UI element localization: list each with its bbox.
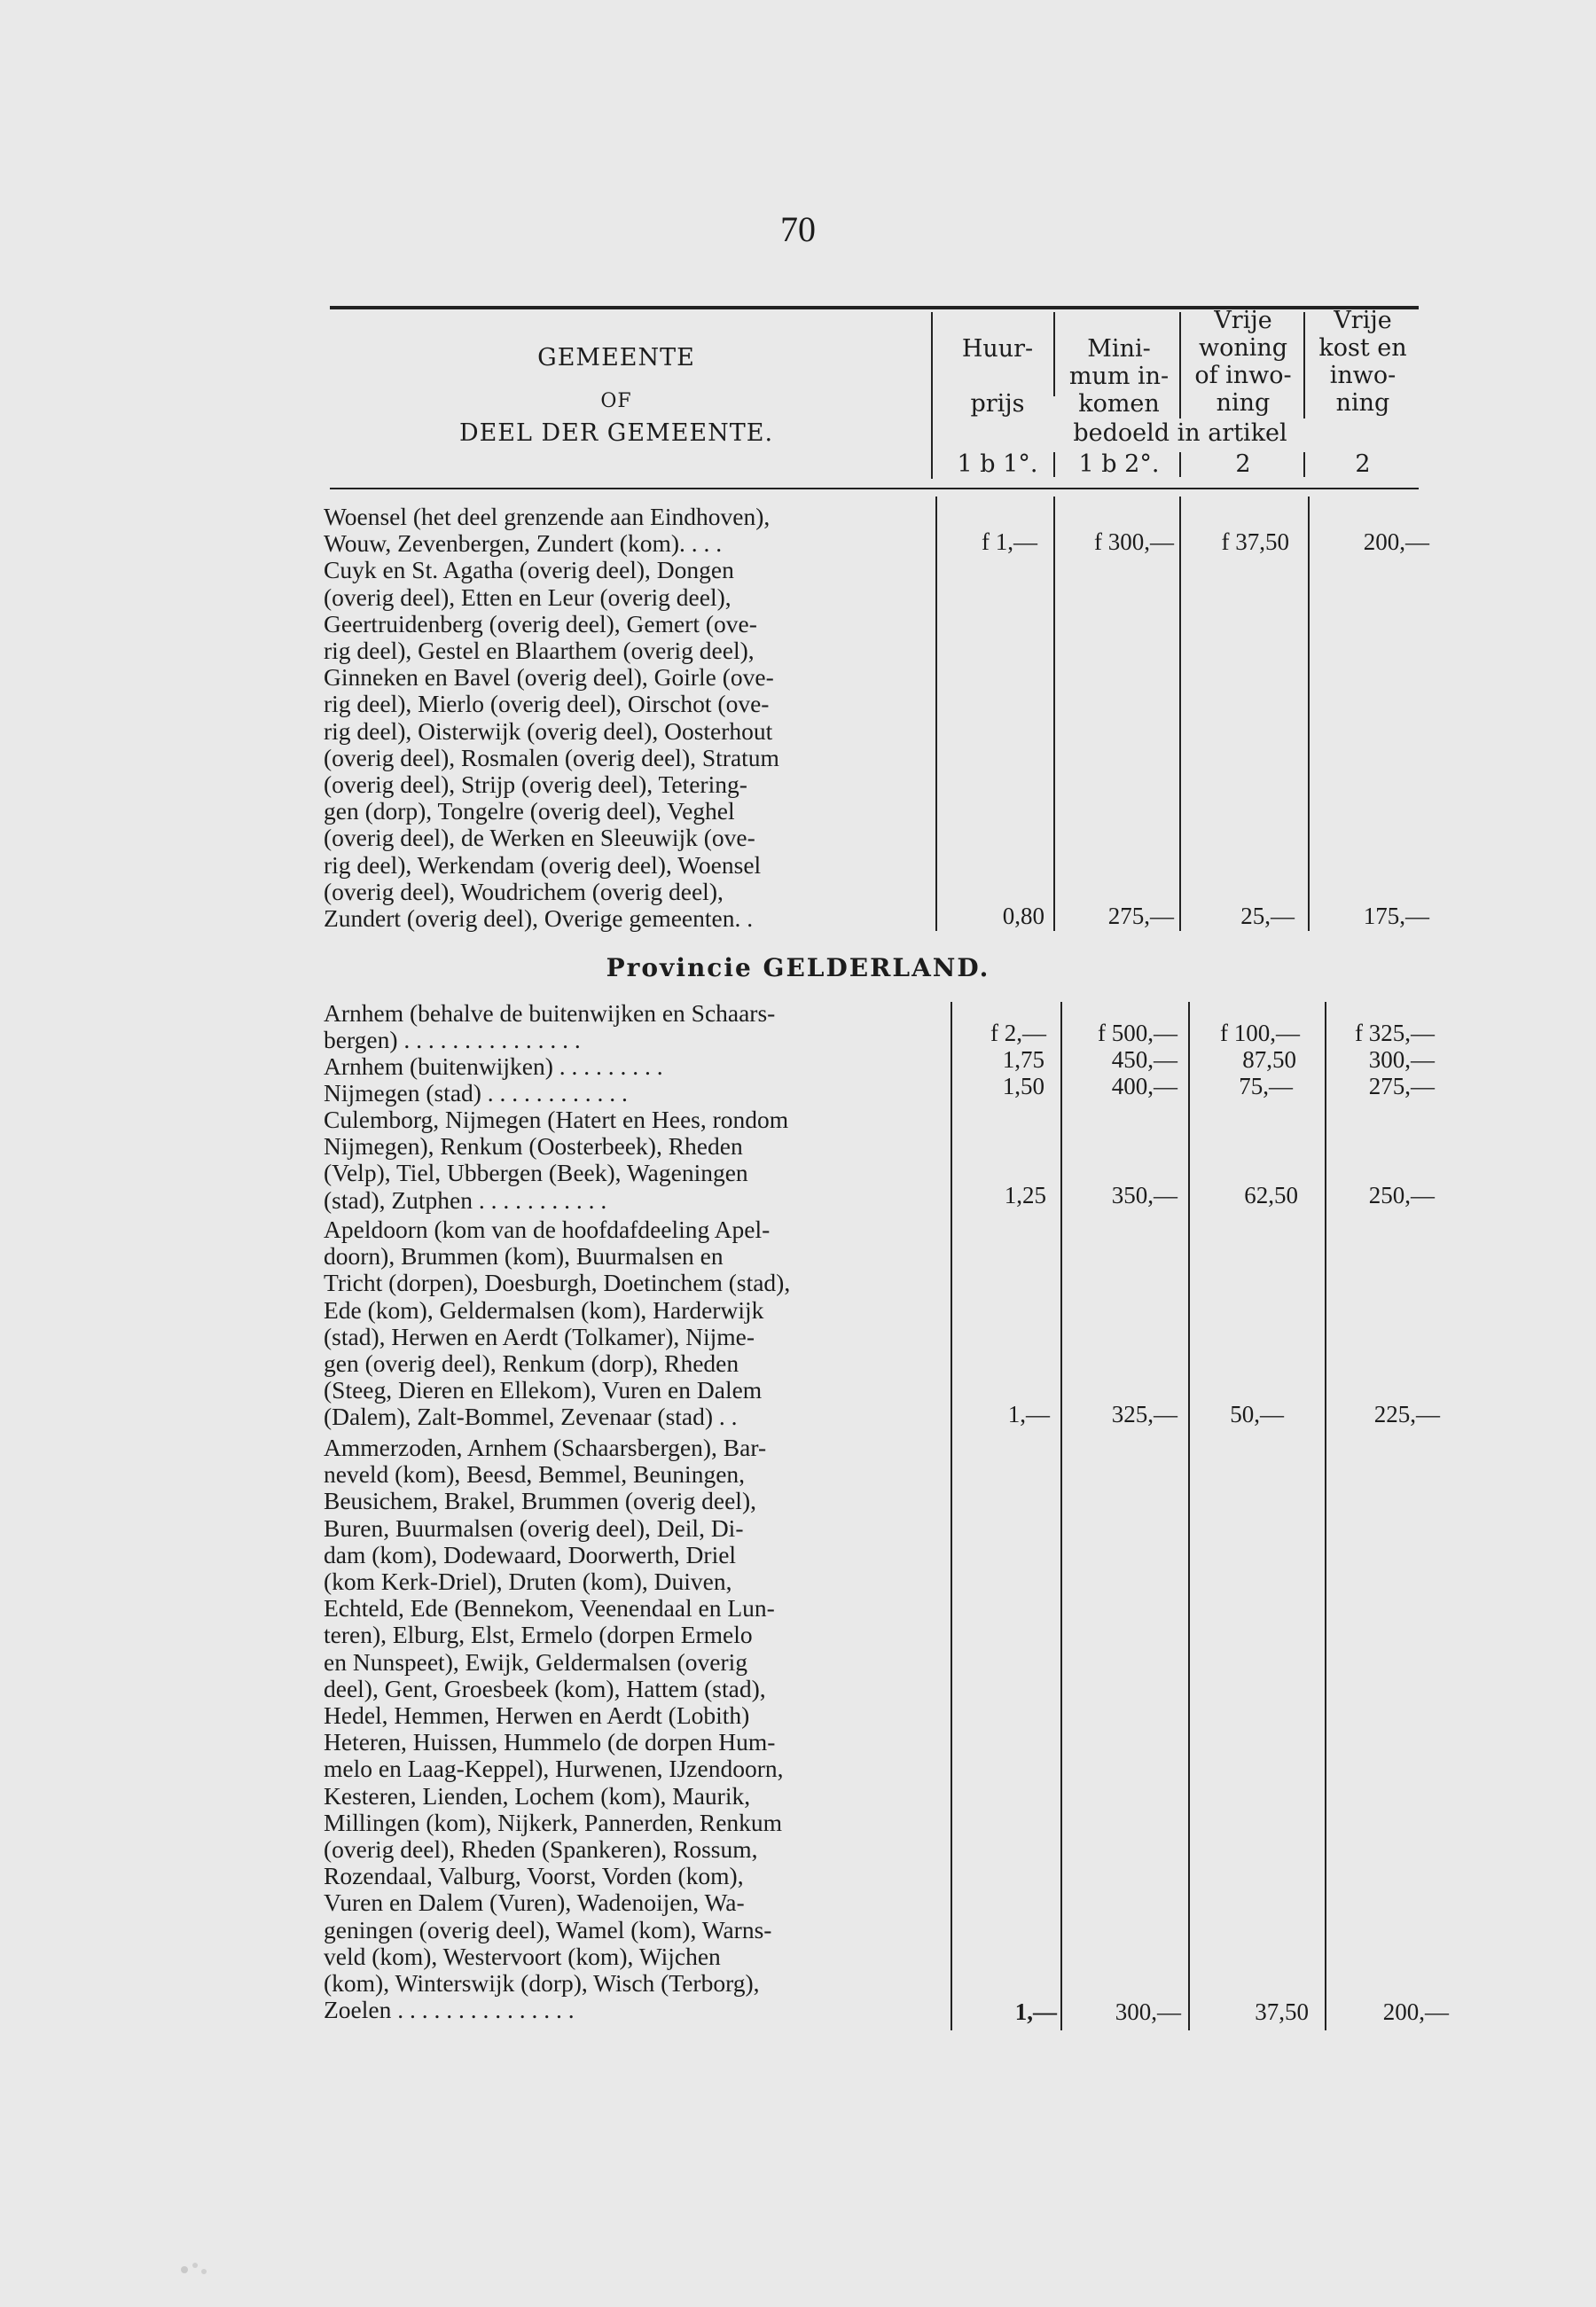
arnhem-minimum: f 500,— bbox=[1098, 1020, 1177, 1046]
culemborg-line: (Velp), Tiel, Ubbergen (Beek), Wageningen bbox=[324, 1160, 748, 1187]
block1-line: rig deel), Mierlo (overig deel), Oirschot (ove- bbox=[324, 691, 770, 718]
ammerzoden-woning: 37,50 bbox=[1255, 1998, 1309, 2025]
ammerzoden-minimum: 300,— bbox=[1115, 1998, 1181, 2025]
apeldoorn-line: (Dalem), Zalt-Bommel, Zevenaar (stad) . . bbox=[324, 1404, 738, 1431]
block1-row2-huurprijs: 0,80 bbox=[1002, 903, 1044, 929]
block1-line: (overig deel), Rosmalen (overig deel), Stratum bbox=[324, 744, 779, 771]
block1-line: rig deel), Gestel en Blaarthem (overig deel), bbox=[324, 637, 755, 665]
block1-row1-woning: f 37,50 bbox=[1221, 528, 1289, 555]
apeldoorn-woning: 50,— bbox=[1230, 1401, 1284, 1427]
arnhem-buitenwijken-entry bbox=[324, 1053, 935, 1080]
culemborg-kost: 250,— bbox=[1368, 1182, 1435, 1208]
block1-line: (overig deel), de Werken en Sleeuwijk (ove- bbox=[324, 825, 755, 852]
header-divider-5 bbox=[1053, 452, 1055, 477]
block1-line: Woensel (het deel grenzende aan Eindhoven), bbox=[324, 504, 771, 530]
block1-line: Cuyk en St. Agatha (overig deel), Dongen bbox=[324, 557, 734, 584]
block1-divider-4 bbox=[1308, 497, 1310, 931]
arnhem-buitenwijken-line: Arnhem (buitenwijken) . . . . . . . . . bbox=[324, 1053, 663, 1080]
header-divider-3 bbox=[1179, 312, 1181, 418]
block2-divider-4 bbox=[1325, 1002, 1326, 2030]
arnhem-line: Arnhem (behalve de buitenwijken en Schaars- bbox=[324, 1000, 776, 1027]
block1-divider-2 bbox=[1053, 497, 1055, 931]
header-col1-line2: OF bbox=[600, 390, 632, 412]
header-divider-7 bbox=[1303, 452, 1305, 477]
ammerzoden-line: teren), Elburg, Elst, Ermelo (dorpen Ermelo bbox=[324, 1622, 753, 1649]
nijmegen-minimum: 400,— bbox=[1111, 1073, 1177, 1099]
header-col3-line2: mum in- bbox=[1068, 363, 1170, 390]
block1-row1-huurprijs: f 1,— bbox=[982, 528, 1037, 555]
header-span-label: bedoeld in artikel bbox=[1073, 419, 1287, 447]
nijmegen-huurprijs: 1,50 bbox=[1002, 1073, 1044, 1099]
apeldoorn-kost: 225,— bbox=[1373, 1401, 1440, 1427]
arnhem-kost: f 325,— bbox=[1355, 1020, 1435, 1046]
apeldoorn-line: (stad), Herwen en Aerdt (Tolkamer), Nijme- bbox=[324, 1323, 755, 1350]
header-col5-line4: ning bbox=[1335, 389, 1390, 417]
block1-line: Zundert (overig deel), Overige gemeenten. . bbox=[324, 905, 754, 933]
header-col1-line3: DEEL DER GEMEENTE. bbox=[458, 419, 774, 447]
header-col1-line1: GEMEENTE bbox=[537, 344, 695, 371]
ammerzoden-line: veld (kom), Westervoort (kom), Wijchen bbox=[324, 1943, 721, 1970]
header-col4-line3: of inwo- bbox=[1194, 362, 1292, 389]
header-col2-line2: prijs bbox=[970, 390, 1025, 418]
block1-line: gen (dorp), Tongelre (overig deel), Veghel bbox=[324, 798, 735, 825]
ammerzoden-line: Buren, Buurmalsen (overig deel), Deil, Di- bbox=[324, 1514, 744, 1542]
header-col4-line1: Vrije bbox=[1214, 307, 1272, 334]
block1-line: (overig deel), Etten en Leur (overig deel), bbox=[324, 583, 732, 611]
block1-line: Geertruidenberg (overig deel), Gemert (ove- bbox=[324, 610, 757, 637]
apeldoorn-line: Tricht (dorpen), Doesburgh, Doetinchem (stad), bbox=[324, 1270, 791, 1297]
ammerzoden-huurprijs: 1,— bbox=[1014, 1998, 1057, 2025]
ammerzoden-line: (kom Kerk-Driel), Druten (kom), Duiven, bbox=[324, 1568, 732, 1596]
buiten-huurprijs: 1,75 bbox=[1002, 1046, 1044, 1073]
apeldoorn-line: (Steeg, Dieren en Ellekom), Vuren en Dalem bbox=[324, 1377, 763, 1404]
apeldoorn-line: Apeldoorn (kom van de hoofdafdeeling Apel- bbox=[324, 1216, 771, 1243]
culemborg-huurprijs: 1,25 bbox=[1004, 1182, 1046, 1208]
nijmegen-kost: 275,— bbox=[1368, 1073, 1435, 1099]
block1-row2-woning: 25,— bbox=[1240, 903, 1295, 929]
apeldoorn-line: Ede (kom), Geldermalsen (kom), Harderwijk bbox=[324, 1296, 764, 1324]
arnhem-woning: f 100,— bbox=[1220, 1020, 1300, 1046]
ammerzoden-line: dam (kom), Dodewaard, Doorwerth, Driel bbox=[324, 1541, 737, 1568]
header-divider-2 bbox=[1053, 312, 1055, 396]
culemborg-line: Nijmegen), Renkum (Oosterbeek), Rheden bbox=[324, 1133, 743, 1161]
block2-divider-3 bbox=[1188, 1002, 1190, 2030]
header-ref-col5: 2 bbox=[1355, 450, 1371, 478]
header-ref-col4: 2 bbox=[1235, 450, 1251, 478]
arnhem-entry bbox=[324, 1000, 935, 1053]
header-col4-line2: woning bbox=[1198, 334, 1288, 362]
block1-line: (overig deel), Strijp (overig deel), Tetering- bbox=[324, 771, 747, 799]
header-col5-line2: kost en bbox=[1318, 334, 1407, 362]
ammerzoden-line: Rozendaal, Valburg, Voorst, Vorden (kom), bbox=[324, 1863, 744, 1890]
ammerzoden-line: deel), Gent, Groesbeek (kom), Hattem (stad), bbox=[324, 1675, 766, 1702]
block1-divider-1 bbox=[935, 497, 937, 931]
nijmegen-entry bbox=[324, 1080, 935, 1107]
culemborg-line: Culemborg, Nijmegen (Hatert en Hees, rondom bbox=[324, 1107, 789, 1133]
apeldoorn-line: gen (overig deel), Renkum (dorp), Rheden bbox=[324, 1350, 739, 1378]
ammerzoden-entry bbox=[324, 1435, 935, 2023]
ammerzoden-line: Zoelen . . . . . . . . . . . . . . . bbox=[324, 1997, 575, 2024]
culemborg-minimum: 350,— bbox=[1111, 1182, 1177, 1208]
header-ref-col3: 1 b 2°. bbox=[1078, 450, 1160, 478]
ammerzoden-line: Hedel, Hemmen, Herwen en Aerdt (Lobith) bbox=[324, 1702, 750, 1730]
buiten-kost: 300,— bbox=[1368, 1046, 1435, 1073]
header-bottom-rule bbox=[330, 488, 1419, 489]
buiten-minimum: 450,— bbox=[1111, 1046, 1177, 1073]
ammerzoden-line: Echteld, Ede (Bennekom, Veenendaal en Lun- bbox=[324, 1595, 775, 1623]
header-divider-1 bbox=[931, 312, 933, 479]
apeldoorn-line: doorn), Brummen (kom), Buurmalsen en bbox=[324, 1243, 724, 1271]
ammerzoden-line: Beusichem, Brakel, Brummen (overig deel), bbox=[324, 1488, 756, 1515]
nijmegen-woning: 75,— bbox=[1239, 1073, 1293, 1099]
block1-line: rig deel), Werkendam (overig deel), Woensel bbox=[324, 851, 762, 879]
header-divider-4 bbox=[1303, 312, 1305, 418]
header-col5-line3: inwo- bbox=[1329, 362, 1396, 389]
header-col3-line1: Mini- bbox=[1087, 335, 1151, 363]
block1-row2-kost: 175,— bbox=[1363, 903, 1429, 929]
block2-divider-2 bbox=[1060, 1002, 1062, 2030]
header-divider-6 bbox=[1179, 452, 1181, 477]
apeldoorn-entry bbox=[324, 1216, 935, 1431]
block1-entry bbox=[324, 504, 918, 932]
ammerzoden-line: neveld (kom), Beesd, Bemmel, Beuningen, bbox=[324, 1461, 746, 1489]
block2-divider-1 bbox=[951, 1002, 952, 2030]
block1-line: rig deel), Oisterwijk (overig deel), Oosterhout bbox=[324, 717, 773, 745]
ammerzoden-line: Kesteren, Lienden, Lochem (kom), Maurik, bbox=[324, 1782, 751, 1810]
header-col2-line1: Huur- bbox=[961, 335, 1034, 363]
block1-row1-kost: 200,— bbox=[1363, 528, 1429, 555]
ammerzoden-line: (overig deel), Rheden (Spankeren), Rossum, bbox=[324, 1836, 758, 1864]
ammerzoden-line: melo en Laag-Keppel), Hurwenen, IJzendoorn, bbox=[324, 1756, 784, 1783]
apeldoorn-minimum: 325,— bbox=[1111, 1401, 1177, 1427]
ammerzoden-line: geningen (overig deel), Wamel (kom), Warns- bbox=[324, 1916, 772, 1943]
block1-row1-minimum: f 300,— bbox=[1094, 528, 1174, 555]
ammerzoden-line: Millingen (kom), Nijkerk, Pannerden, Renkum bbox=[324, 1809, 783, 1836]
ammerzoden-line: Ammerzoden, Arnhem (Schaarsbergen), Bar- bbox=[324, 1435, 767, 1461]
block1-line: (overig deel), Woudrichem (overig deel), bbox=[324, 878, 724, 905]
block1-divider-3 bbox=[1179, 497, 1181, 931]
block1-line: Wouw, Zevenbergen, Zundert (kom). . . . bbox=[324, 530, 723, 558]
culemborg-entry bbox=[324, 1107, 935, 1214]
apeldoorn-huurprijs: 1,— bbox=[1007, 1401, 1050, 1427]
arnhem-line: bergen) . . . . . . . . . . . . . . . bbox=[324, 1027, 581, 1054]
ammerzoden-kost: 200,— bbox=[1382, 1998, 1449, 2025]
ammerzoden-line: Vuren en Dalem (Vuren), Wadenoijen, Wa- bbox=[324, 1889, 745, 1917]
buiten-woning: 87,50 bbox=[1242, 1046, 1296, 1073]
ammerzoden-line: (kom), Winterswijk (dorp), Wisch (Terborg), bbox=[324, 1970, 760, 1998]
header-col4-line4: ning bbox=[1216, 389, 1271, 417]
block1-row2-minimum: 275,— bbox=[1107, 903, 1174, 929]
paper-speck bbox=[168, 2252, 217, 2283]
arnhem-huurprijs: f 2,— bbox=[990, 1020, 1046, 1046]
culemborg-line: (stad), Zutphen . . . . . . . . . . . bbox=[324, 1186, 607, 1214]
header-ref-col2: 1 b 1°. bbox=[957, 450, 1038, 478]
page-number: 70 bbox=[780, 209, 816, 249]
section-title: Provincie GELDERLAND. bbox=[606, 953, 990, 982]
block1-line: Ginneken en Bavel (overig deel), Goirle (ove- bbox=[324, 664, 774, 692]
header-col5-line1: Vrije bbox=[1334, 307, 1392, 334]
culemborg-woning: 62,50 bbox=[1244, 1182, 1298, 1208]
header-col3-line3: komen bbox=[1078, 390, 1160, 418]
ammerzoden-line: Heteren, Huissen, Hummelo (de dorpen Hum- bbox=[324, 1729, 776, 1756]
ammerzoden-line: en Nunspeet), Ewijk, Geldermalsen (overig bbox=[324, 1648, 748, 1676]
nijmegen-line: Nijmegen (stad) . . . . . . . . . . . . bbox=[324, 1080, 628, 1107]
